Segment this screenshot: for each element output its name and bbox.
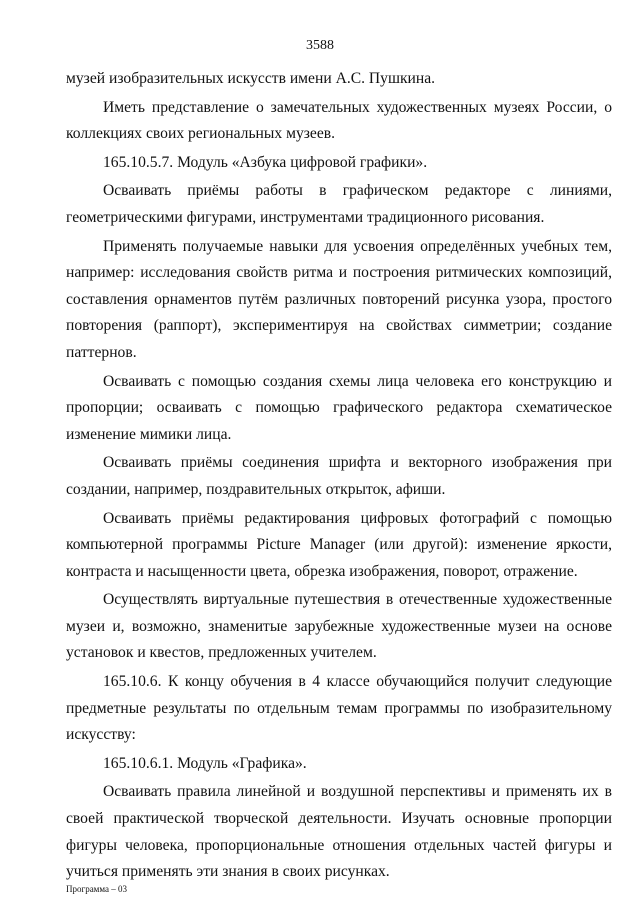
- paragraph-photo-editing: Осваивать приёмы редактирования цифровых фотографий с помощью компьютерной программы Picture Manager (или другой): изменение яркости, контраста и насыщенности цвета, обрезка изображения, поворот, отражение.: [66, 509, 612, 580]
- page-number: 3588: [306, 38, 334, 53]
- paragraph-museum-continuation: музей изобразительных искусств имени А.С. Пушкина.: [66, 70, 436, 87]
- paragraph-graphic-editor: Осваивать приёмы работы в графическом редакторе с линиями, геометрическими фигурами, инструментами традиционного рисования.: [66, 182, 612, 226]
- paragraph-face-scheme: Осваивать с помощью создания схемы лица человека его конструкцию и пропорции; осваивать с помощью графического редактора схематическое изменение мимики лица.: [66, 372, 612, 443]
- paragraph-museums-russia: Иметь представление о замечательных художественных музеях России, о коллекциях своих региональных музеев.: [66, 98, 612, 143]
- paragraph-virtual-tours: Осуществлять виртуальные путешествия в отечественные художественные музеи и, возможно, знаменитые зарубежные художественные музеи на основе установок и квестов, предложенных учителем.: [66, 591, 612, 662]
- document-body: [66, 66, 612, 888]
- paragraph-grade4-results: 165.10.6. К концу обучения в 4 классе обучающийся получит следующие предметные результаты по отдельным темам программы по изобразительному искусству:: [66, 673, 612, 744]
- footer-label: Программа – 03: [66, 884, 128, 894]
- section-heading-graphics: 165.10.6.1. Модуль «Графика».: [103, 754, 307, 772]
- section-heading-digital-graphics: 165.10.5.7. Модуль «Азбука цифровой графики».: [103, 153, 428, 171]
- paragraph-perspective: Осваивать правила линейной и воздушной перспективы и применять их в своей практической творческой деятельности. Изучать основные пропорции фигуры человека, пропорциональные отношения отдельных частей фигуры и учиться применять эти знания в своих рисунках.: [66, 783, 612, 881]
- paragraph-apply-skills: Применять получаемые навыки для усвоения определённых учебных тем, например: исследования свойств ритма и построения ритмических композиций, составления орнаментов путём различных повторений рисунка узора, простого повторения (раппорт), экспериментируя на свойствах симметрии; создание паттернов.: [66, 237, 612, 361]
- paragraph-font-vector: Осваивать приёмы соединения шрифта и векторного изображения при создании, например, поздравительных открыток, афиши.: [66, 454, 612, 498]
